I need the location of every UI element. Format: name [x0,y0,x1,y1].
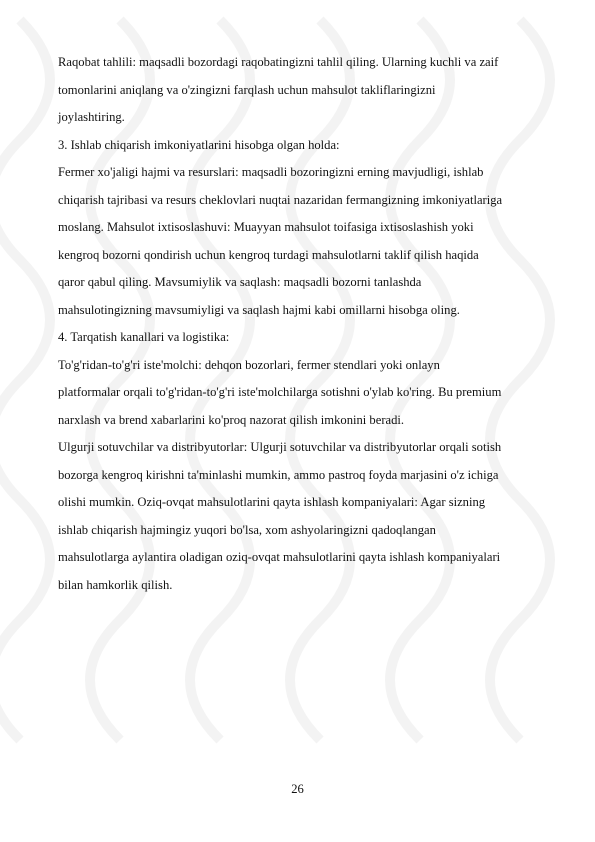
text-line-20: bilan hamkorlik qilish. [58,577,173,592]
body-text [58,49,550,599]
text-line-5: Fermer xo'jaligi hajmi va resurslari: maqsadli bozoringizni erning mavjudligi, ishlab [58,165,484,179]
text-line-1: Raqobat tahlili: maqsadli bozordagi raqobatingizni tahlil qiling. Ularning kuchli va zaif [58,55,499,69]
text-line-12: To'g'ridan-to'g'ri iste'molchi: dehqon bozorlari, fermer stendlari yoki onlayn [58,357,440,372]
text-line-8: kengroq bozorni qondirish uchun kengroq turdagi mahsulotlarni taklif qilish haqida [58,247,479,262]
page-number: 26 [291,782,304,796]
text-line-9: qaror qabul qiling. Mavsumiylik va saqlash: maqsadli bozorni tanlashda [58,275,422,289]
text-line-14: narxlash va brend xabarlarini ko'proq nazorat qilish imkonini beradi. [58,412,405,427]
text-line-2: tomonlarini aniqlang va o'zingizni farqlash uchun mahsulot takliflaringizni [58,82,436,97]
text-line-15: Ulgurji sotuvchilar va distribyutorlar: Ulgurji sotuvchilar va distribyutorlar orqali sotish [58,440,502,454]
section-heading-4: 4. Tarqatish kanallari va logistika: [58,330,230,344]
text-line-10: mahsulotingizning mavsumiyligi va saqlash hajmi kabi omillarni hisobga oling. [58,302,460,317]
section-heading-3: 3. Ishlab chiqarish imkoniyatlarini hisobga olgan holda: [58,137,340,152]
text-line-17: olishi mumkin. Oziq-ovqat mahsulotlarini qayta ishlash kompaniyalari: Agar sizning [58,495,486,509]
text-line-19: mahsulotlarga aylantira oladigan oziq-ovqat mahsulotlarini qayta ishlash kompaniyalari [58,550,501,564]
text-line-16: bozorga kengroq kirishni ta'minlashi mumkin, ammo pastroq foyda marjasini o'z ichiga [58,467,499,482]
text-line-13: platformalar orqali to'g'ridan-to'g'ri iste'molchilarga sotishni o'ylab ko'ring. Bu premium [58,385,502,399]
text-line-6: chiqarish tajribasi va resurs cheklovlari nuqtai nazaridan fermangizning imkoniyatlariga [58,192,503,207]
text-line-3: joylashtiring. [58,110,125,124]
text-line-18: ishlab chiqarish hajmingiz yuqori bo'lsa, xom ashyolaringizni qadoqlangan [58,522,436,537]
text-line-7: moslang. Mahsulot ixtisoslashuvi: Muayyan mahsulot toifasiga ixtisoslashish yoki [58,220,474,234]
